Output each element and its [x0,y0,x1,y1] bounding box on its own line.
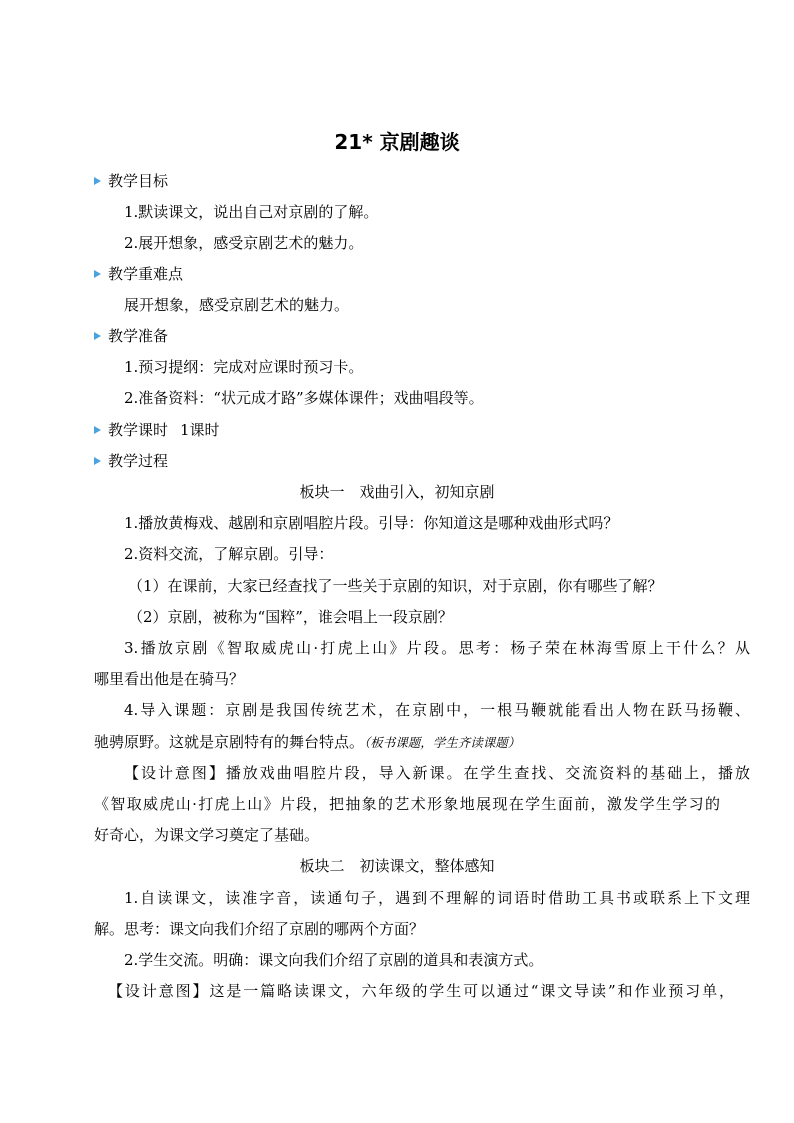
triangle-bullet-icon [94,270,101,278]
question-line: （1）在课前，大家已经查找了一些关于京剧的知识，对于京剧，你有哪些了解？ [128,577,663,595]
block-title: 板块二 初读课文，整体感知 [299,857,495,875]
section-heading-periods [94,419,220,441]
paragraph-line: 解。思考：课文向我们介绍了京剧的哪两个方面？ [94,920,425,938]
design-intent-line: 好奇心，为课文学习奠定了基础。 [94,826,320,844]
paragraph-line: 2.学生交流。明确：课文向我们介绍了京剧的道具和表演方式。 [124,951,544,969]
triangle-bullet-icon [94,177,101,185]
paragraph-line: 1.自读课文，读准字音，读通句子，遇到不理解的词语时借助工具书或联系上下文理 [124,889,750,907]
section-heading-goals [94,170,168,192]
board-note: （板书课题，学生齐读课题） [364,735,521,750]
design-intent-line: 【设计意图】播放戏曲唱腔片段，导入新课。在学生查找、交流资料的基础上，播放 [124,764,750,782]
triangle-bullet-icon [94,332,101,340]
paragraph-text: 驰骋原野。这就是京剧特有的舞台特点。 [94,733,365,751]
section-heading-key-points [94,263,183,285]
triangle-bullet-icon [94,457,101,465]
paragraph-line: 2.资料交流，了解京剧。引导： [124,545,334,563]
heading-text: 教学课时 [108,421,169,439]
goal-item: 2.展开想象，感受京剧艺术的魅力。 [124,234,364,252]
paragraph-line: 3.播放京剧《智取威虎山·打虎上山》片段。思考：杨子荣在林海雪原上干什么？从 [124,639,750,657]
section-heading-process [94,450,168,472]
paragraph-line: 4.导入课题：京剧是我国传统艺术，在京剧中，一根马鞭就能看出人物在跃马扬鞭、 [124,701,750,719]
heading-text: 教学重难点 [108,265,184,283]
paragraph-line: 1.播放黄梅戏、越剧和京剧唱腔片段。引导：你知道这是哪种戏曲形式吗？ [124,514,619,532]
key-point-text: 展开想象，感受京剧艺术的魅力。 [124,296,350,314]
goal-item: 1.默读课文，说出自己对京剧的了解。 [124,203,379,221]
block-title: 板块一 戏曲引入，初知京剧 [299,483,495,501]
design-intent-line: 【设计意图】这是一篇略读课文，六年级的学生可以通过“课文导读”和作业预习单， [108,982,734,1000]
periods-value: 1课时 [180,421,220,439]
design-intent-line: 《智取威虎山·打虎上山》片段，把抽象的艺术形象地展现在学生面前，激发学生学习的 [94,795,720,813]
heading-text: 教学过程 [108,452,169,470]
preparation-item: 1.预习提纲：完成对应课时预习卡。 [124,358,364,376]
paragraph-line: 哪里看出他是在骑马？ [94,670,245,688]
question-line: （2）京剧，被称为“国粹”，谁会唱上一段京剧？ [128,608,453,626]
page-title: 21* 京剧趣谈 [334,130,460,154]
preparation-item: 2.准备资料：“状元成才路”多媒体课件；戏曲唱段等。 [124,389,484,407]
section-heading-preparation [94,325,168,347]
heading-text: 教学准备 [108,327,169,345]
paragraph-line [94,731,720,754]
triangle-bullet-icon [94,426,101,434]
heading-text: 教学目标 [108,172,169,190]
